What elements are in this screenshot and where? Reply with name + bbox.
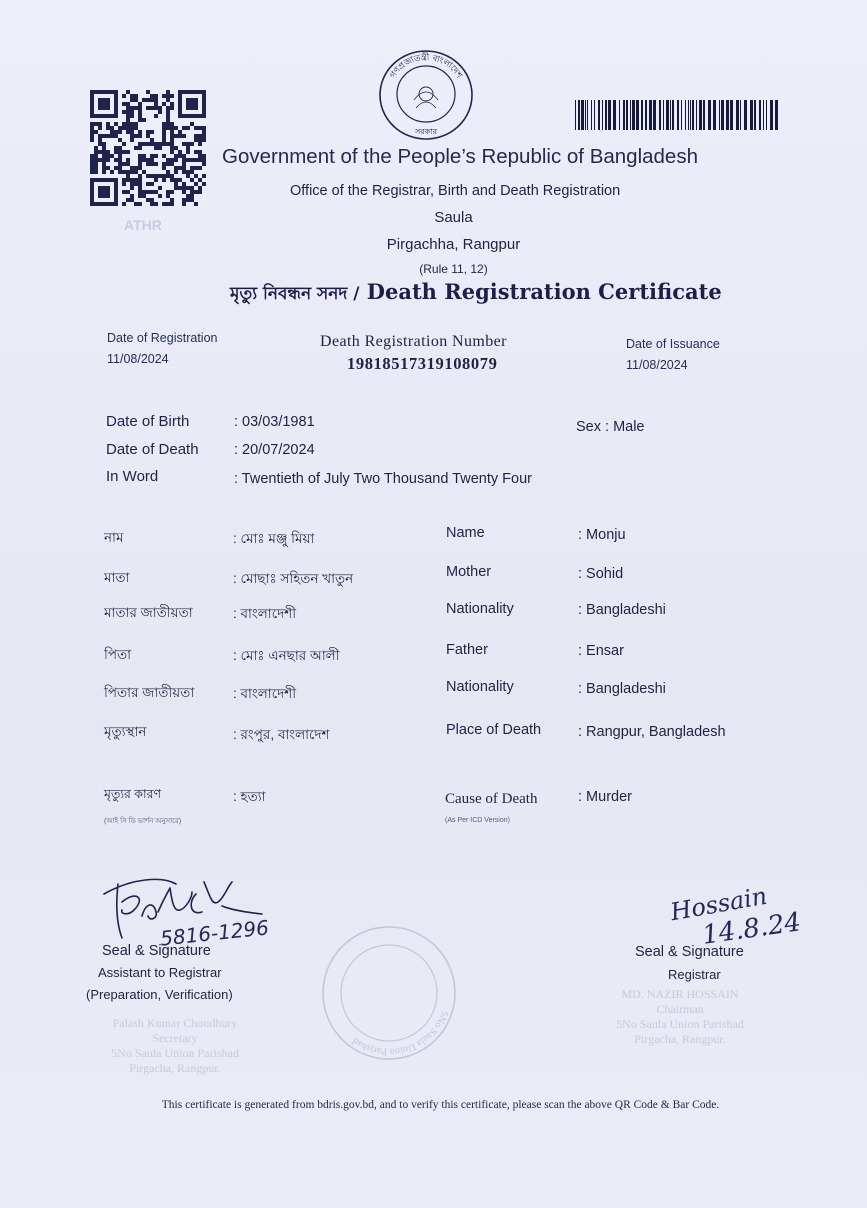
emblem-bottom-text: সরকার <box>414 127 438 136</box>
assistant-seal-line: Secretary <box>152 1031 198 1045</box>
emblem-top-text: গণপ্রজাতন্ত্রী বাংলাদেশ <box>388 52 464 81</box>
place-of-death-bn-label: মৃত্যুস্থান <box>104 724 147 739</box>
cause-en-value: : Murder <box>578 789 632 805</box>
sex-value: Sex : Male <box>576 419 645 435</box>
father-nationality-en-label: Nationality <box>446 679 514 695</box>
registrar-role: Registrar <box>668 967 721 982</box>
mother-nationality-bn-label: মাতার জাতীয়তা <box>104 605 193 620</box>
barcode[interactable] <box>575 100 779 130</box>
in-word-label: In Word <box>106 468 159 485</box>
father-nationality-en-value: : Bangladeshi <box>578 681 666 697</box>
father-en-label: Father <box>446 642 488 658</box>
name-en-label: Name <box>446 525 485 541</box>
assistant-seal-line: Pirgacha, Rangpur. <box>129 1061 221 1075</box>
death-date-value: : 20/07/2024 <box>234 442 315 458</box>
government-emblem <box>376 48 476 142</box>
cause-bn-value: : হত্যা <box>233 789 266 804</box>
registration-number-label: Death Registration Number <box>320 333 507 350</box>
mother-bn-label: মাতা <box>104 570 130 585</box>
certificate-title-en: Death Registration Certificate <box>366 279 722 304</box>
registration-number-value: 19818517319108079 <box>347 354 498 373</box>
birth-date-label: Date of Birth <box>106 413 190 430</box>
svg-text:5No Saula Union Parishad <box>351 1009 450 1057</box>
assistant-signature-title: Seal & Signature <box>102 943 211 959</box>
registrar-handwritten-name: Hossain <box>668 881 770 927</box>
father-bn-value: : মোঃ এনছার আলী <box>233 648 340 663</box>
rule-reference: (Rule 11, 12) <box>419 262 488 276</box>
name-en-value: : Monju <box>578 527 626 543</box>
father-en-value: : Ensar <box>578 643 624 659</box>
registration-date-label: Date of Registration <box>107 331 218 345</box>
cause-bn-sub: (আই সি ডি ভার্শন অনুসারে) <box>104 818 182 825</box>
mother-nationality-en-label: Nationality <box>446 601 514 617</box>
mother-bn-value: : মোছাঃ সহিতন খাতুন <box>233 571 354 586</box>
certificate-title <box>230 279 722 309</box>
registrar-seal-line: Pirgacha, Rangpur. <box>634 1032 726 1046</box>
father-nationality-bn-label: পিতার জাতীয়তা <box>104 685 195 700</box>
union-parishad-seal <box>318 922 460 1064</box>
assistant-role: Assistant to Registrar <box>98 965 222 980</box>
registrar-signature-title: Seal & Signature <box>635 944 744 960</box>
location-name: Pirgachha, Rangpur <box>386 236 521 253</box>
mother-nationality-en-value: : Bangladeshi <box>578 602 666 618</box>
father-bn-label: পিতা <box>104 647 132 662</box>
death-date-label: Date of Death <box>106 441 199 458</box>
seal-ring-text: 5No Saula Union Parishad <box>350 1009 450 1058</box>
cause-bn-label: মৃত্যুর কারণ <box>104 787 162 801</box>
assistant-role-sub: (Preparation, Verification) <box>86 987 233 1002</box>
issuance-date-value: 11/08/2024 <box>626 358 688 372</box>
place-of-death-bn-value: : রংপুর, বাংলাদেশ <box>233 727 330 742</box>
name-bn-label: নাম <box>104 530 124 545</box>
mother-nationality-bn-value: : বাংলাদেশী <box>233 606 297 621</box>
issuance-date-label: Date of Issuance <box>626 337 720 351</box>
assistant-handwritten-number: 5816-1296 <box>159 915 270 951</box>
name-bn-value: : মোঃ মঞ্জু মিয়া <box>233 531 315 546</box>
registrar-seal <box>560 987 800 1047</box>
registrar-seal-line: 5No Saula Union Parishad <box>616 1017 744 1031</box>
place-of-death-en-label: Place of Death <box>446 722 542 738</box>
qr-caption: ATHR <box>124 217 162 233</box>
government-heading: Government of the People’s Republic of Bangladesh <box>222 145 698 168</box>
assistant-seal <box>60 1016 290 1076</box>
union-name: Saula <box>434 209 473 226</box>
assistant-seal-line: 5No Saula Union Parishad <box>111 1046 239 1060</box>
verification-footer: This certificate is generated from bdris.gov.bd, and to verify this certificate, please scan the above QR Code & Bar Code. <box>161 1099 720 1111</box>
registrar-seal-line: Chairman <box>656 1002 704 1016</box>
father-nationality-bn-value: : বাংলাদেশী <box>233 686 297 701</box>
mother-en-value: : Sohid <box>578 566 624 582</box>
cause-en-sub: (As Per ICD Version) <box>445 817 510 824</box>
assistant-seal-line: Palash Kumar Choudhury <box>112 1016 238 1030</box>
mother-en-label: Mother <box>446 564 492 580</box>
office-heading: Office of the Registrar, Birth and Death Registration <box>290 183 621 199</box>
registrar-seal-line: MD. NAZIR HOSSAIN <box>621 987 739 1001</box>
cause-en-label: Cause of Death <box>445 791 538 807</box>
registration-date-value: 11/08/2024 <box>107 352 169 366</box>
certificate-title-bn: মৃত্যু নিবন্ধন সনদ / <box>230 284 360 304</box>
qr-code[interactable] <box>90 90 206 206</box>
registrar-handwritten-date: 14.8.24 <box>700 907 803 951</box>
in-word-value: : Twentieth of July Two Thousand Twenty Four <box>234 471 532 487</box>
place-of-death-en-value: : Rangpur, Bangladesh <box>578 724 726 740</box>
birth-date-value: : 03/03/1981 <box>234 414 315 430</box>
